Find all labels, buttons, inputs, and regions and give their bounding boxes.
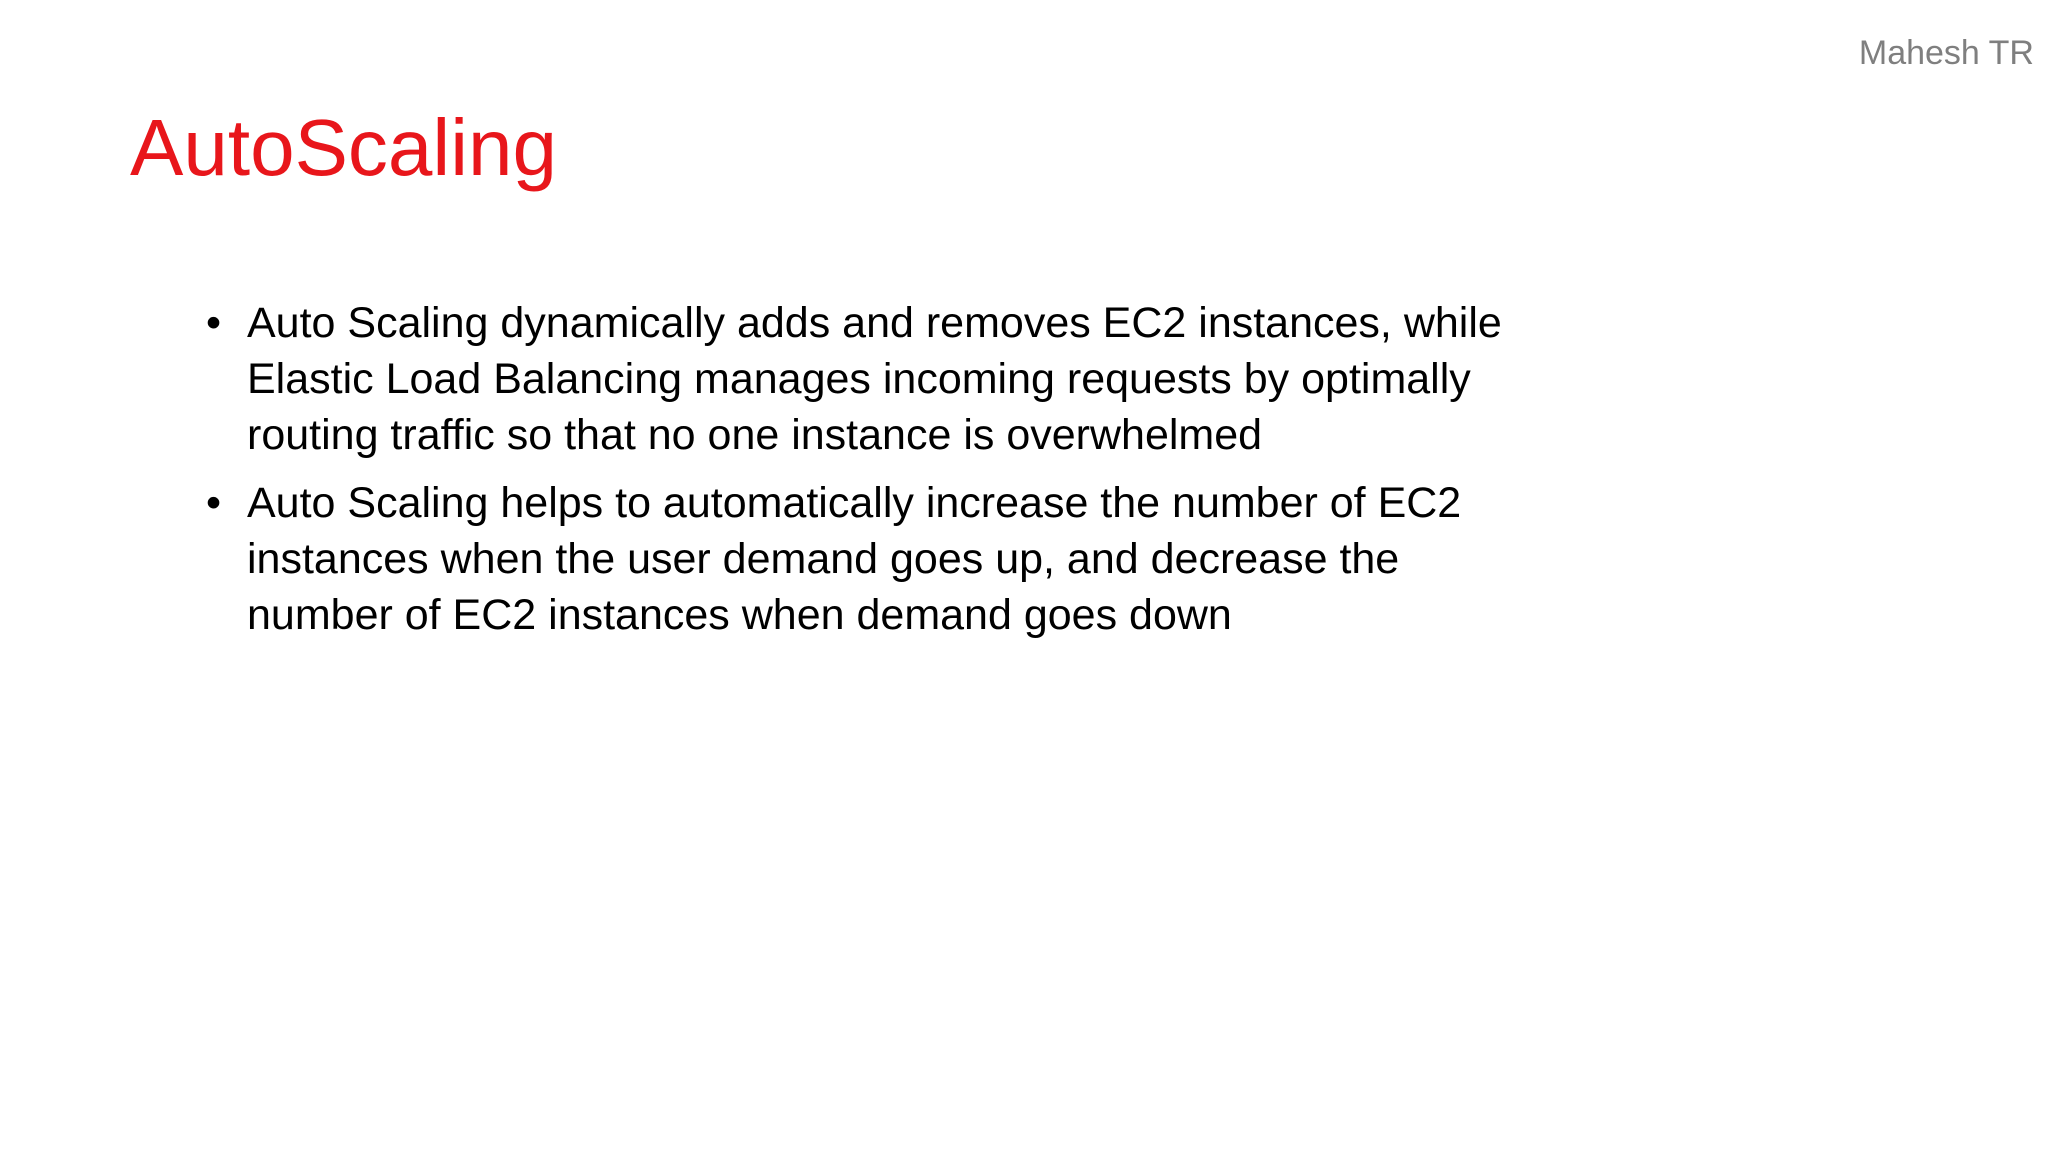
slide-title: AutoScaling [130, 103, 557, 192]
bullet-item [200, 475, 1540, 643]
bullet-dot-icon: • [206, 479, 222, 527]
author-name: Mahesh TR [1858, 34, 2034, 72]
bullet-text: Auto Scaling helps to automatically increase the number of EC2 instances when the user demand goes up, and decrease the number of EC2 instances when demand goes down [247, 479, 1462, 639]
bullet-list [200, 295, 1540, 655]
bullet-item [200, 295, 1540, 463]
bullet-dot-icon: • [206, 299, 222, 347]
bullet-text: Auto Scaling dynamically adds and removes EC2 instances, while Elastic Load Balancing manages incoming requests by optimally routing traffic so that no one instance is overwhelmed [247, 299, 1502, 459]
